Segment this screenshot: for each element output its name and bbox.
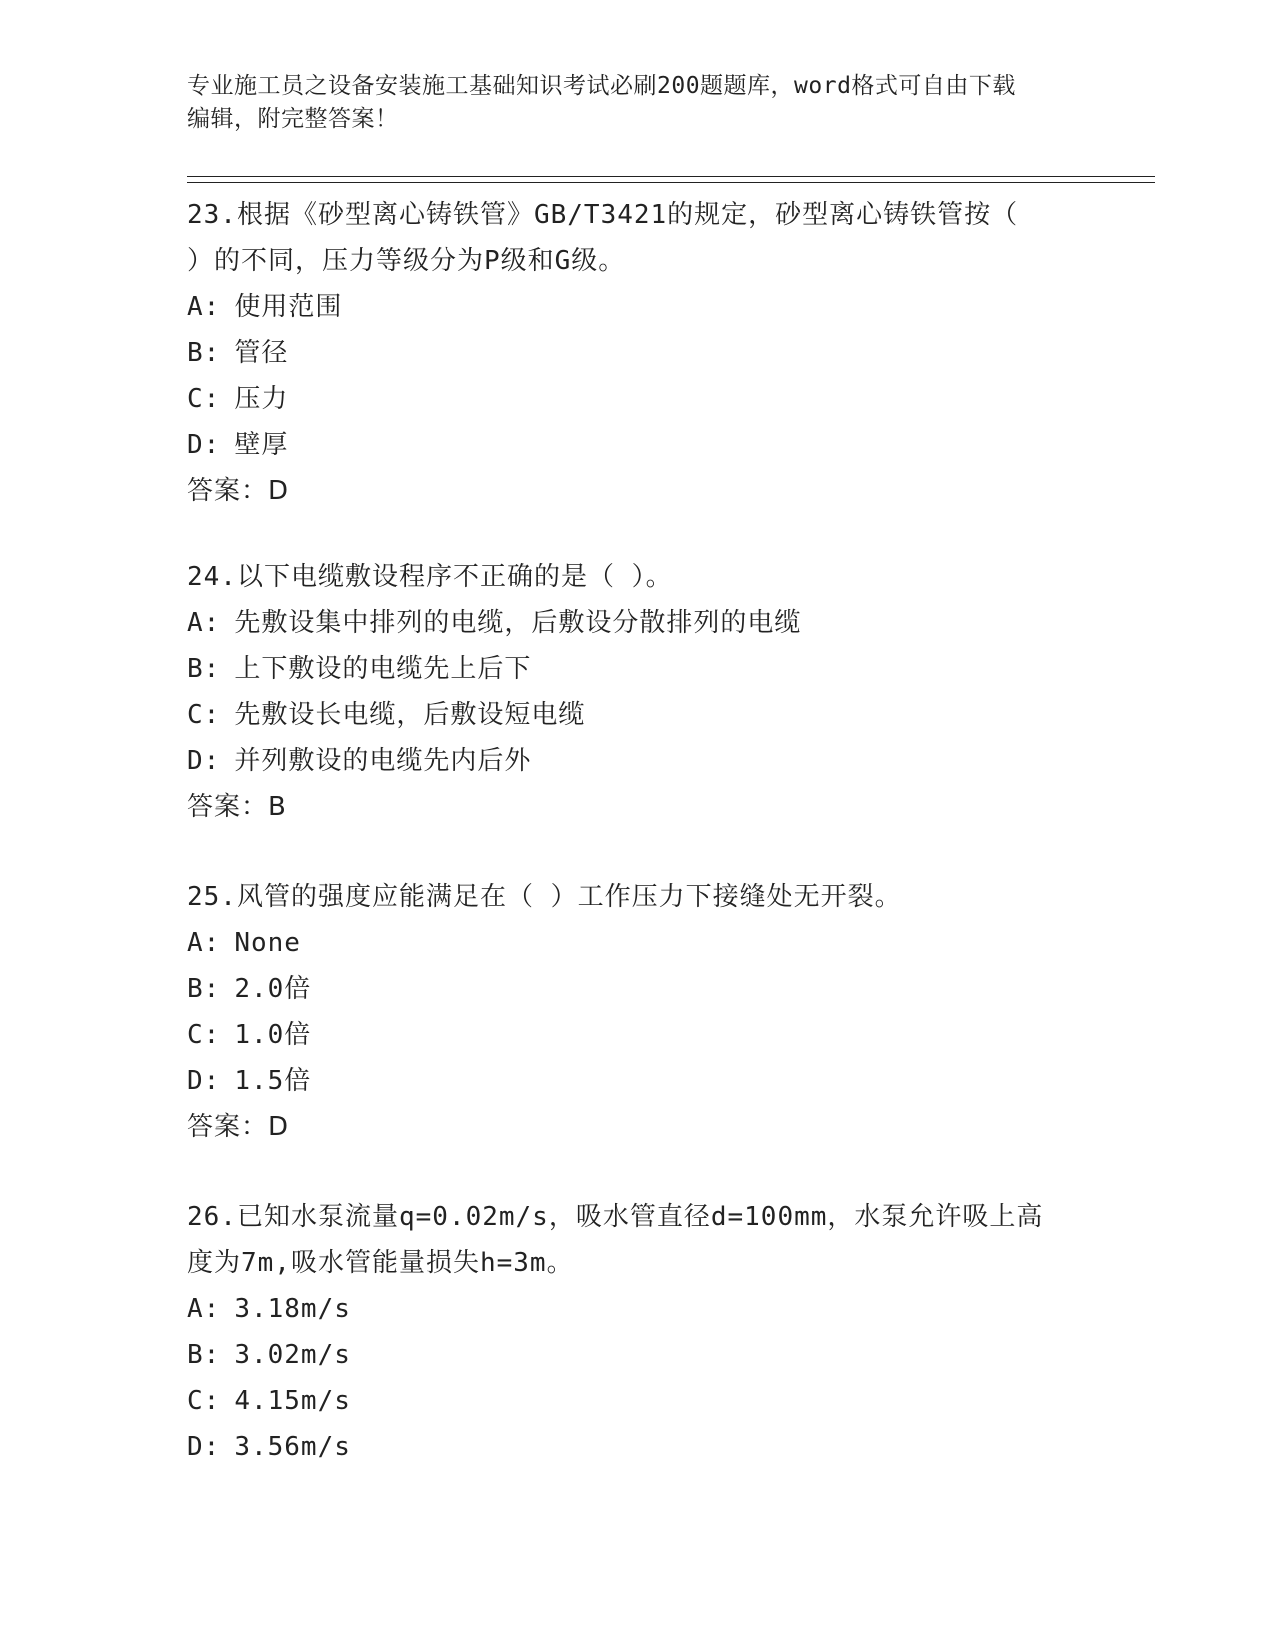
option-b: [187, 1332, 1067, 1378]
option-d: [187, 422, 1067, 468]
option-text: 3.18m/s: [234, 1294, 351, 1324]
option-c: [187, 376, 1067, 422]
question-24: [187, 554, 1067, 830]
option-letter: D:: [187, 430, 221, 460]
option-c: [187, 1012, 1067, 1058]
option-text: 1.0倍: [234, 1020, 312, 1050]
option-a: [187, 600, 1067, 646]
option-text: 2.0倍: [234, 974, 312, 1004]
option-text: 壁厚: [234, 430, 289, 460]
question-stem: 23.根据《砂型离心铸铁管》GB/T3421的规定，砂型离心铸铁管按（: [187, 200, 1019, 230]
option-text: 压力: [234, 384, 289, 414]
option-text: 3.56m/s: [234, 1432, 351, 1462]
option-letter: B:: [187, 338, 221, 368]
option-text: 先敷设长电缆，后敷设短电缆: [234, 700, 586, 730]
question-26: [187, 1194, 1067, 1470]
option-b: [187, 646, 1067, 692]
option-b: [187, 330, 1067, 376]
document-header: [187, 70, 1087, 136]
option-letter: A:: [187, 292, 221, 322]
option-text: 先敷设集中排列的电缆，后敷设分散排列的电缆: [234, 608, 802, 638]
option-letter: A:: [187, 1294, 221, 1324]
question-stem: 25.风管的强度应能满足在（ ）工作压力下接缝处无开裂。: [187, 882, 902, 912]
option-letter: C:: [187, 700, 221, 730]
question-stem-continued: ）的不同，压力等级分为P级和G级。: [187, 246, 626, 276]
header-divider-bottom: [187, 182, 1155, 183]
option-c: [187, 1378, 1067, 1424]
question-25: [187, 874, 1067, 1150]
option-letter: D:: [187, 1432, 221, 1462]
question-stem: 24.以下电缆敷设程序不正确的是（ ）。: [187, 562, 673, 592]
option-d: [187, 738, 1067, 784]
answer-line: 答案：D: [187, 476, 290, 506]
option-text: 使用范围: [234, 292, 343, 322]
option-d: [187, 1058, 1067, 1104]
answer-line: 答案：B: [187, 792, 287, 822]
option-letter: B:: [187, 974, 221, 1004]
option-letter: C:: [187, 1020, 221, 1050]
header-line-2: 编辑，附完整答案！: [187, 106, 399, 132]
option-b: [187, 966, 1067, 1012]
option-a: [187, 1286, 1067, 1332]
option-a: [187, 284, 1067, 330]
option-letter: D:: [187, 746, 221, 776]
option-letter: B:: [187, 1340, 221, 1370]
option-letter: B:: [187, 654, 221, 684]
question-stem-continued: 度为7m,吸水管能量损失h=3m。: [187, 1248, 574, 1278]
question-23: [187, 192, 1067, 514]
option-text: 管径: [234, 338, 289, 368]
option-text: 3.02m/s: [234, 1340, 351, 1370]
option-text: 1.5倍: [234, 1066, 312, 1096]
header-line-1: 专业施工员之设备安装施工基础知识考试必刷200题题库，word格式可自由下载: [187, 73, 1016, 99]
option-a: [187, 920, 1067, 966]
option-letter: D:: [187, 1066, 221, 1096]
header-divider-top: [187, 176, 1155, 177]
option-letter: A:: [187, 928, 221, 958]
option-letter: C:: [187, 1386, 221, 1416]
option-letter: A:: [187, 608, 221, 638]
option-text: 上下敷设的电缆先上后下: [234, 654, 532, 684]
option-c: [187, 692, 1067, 738]
option-d: [187, 1424, 1067, 1470]
option-letter: C:: [187, 384, 221, 414]
answer-line: 答案：D: [187, 1112, 290, 1142]
option-text: None: [234, 928, 301, 958]
option-text: 4.15m/s: [234, 1386, 351, 1416]
option-text: 并列敷设的电缆先内后外: [234, 746, 532, 776]
question-stem: 26.已知水泵流量q=0.02m/s，吸水管直径d=100mm，水泵允许吸上高: [187, 1202, 1044, 1232]
